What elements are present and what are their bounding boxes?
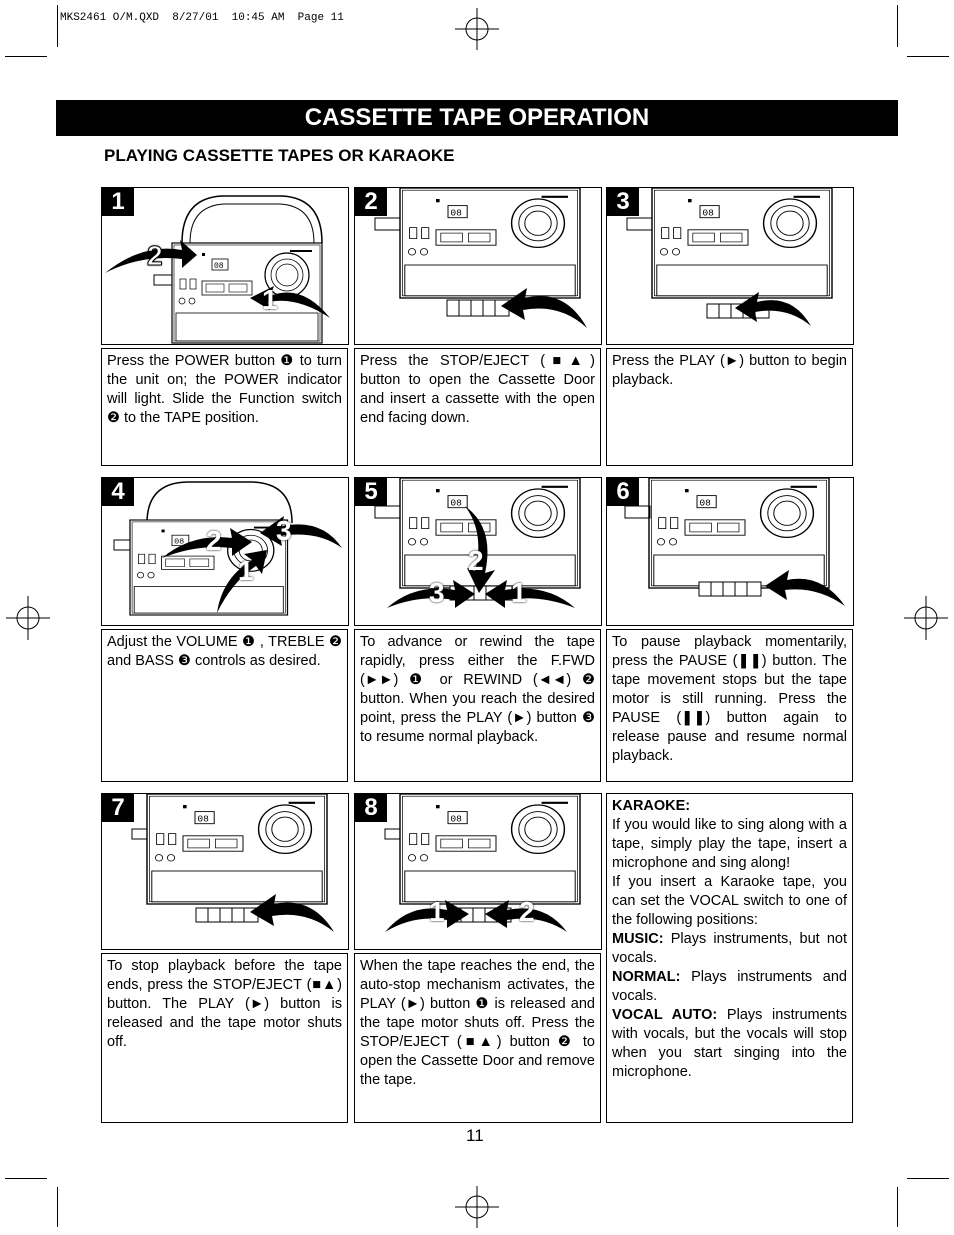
callout-label: 3 <box>429 577 445 608</box>
step-7-number: 7 <box>102 794 134 822</box>
step-1-number: 1 <box>102 188 134 216</box>
page-number: 11 <box>466 1126 484 1145</box>
step-4-text: Adjust the VOLUME ❶ , TREBLE ❷ and BASS ❸ controls as desired. <box>101 629 348 782</box>
karaoke-heading: KARAOKE: <box>612 798 691 814</box>
file-info-header: MKS2461 O/M.QXD 8/27/01 10:45 AM Page 11 <box>60 12 344 24</box>
step-3-text: Press the PLAY (►) button to begin playback. <box>606 348 853 466</box>
registration-mark-top <box>455 8 499 50</box>
karaoke-intro-2: If you insert a Karaoke tape, you can set the VOCAL switch to one of the following positions: <box>612 874 847 928</box>
vocal-auto-label: VOCAL AUTO: <box>612 1007 718 1023</box>
karaoke-music <box>612 930 847 968</box>
registration-mark-right <box>904 596 948 640</box>
callout-label: 2 <box>519 896 535 927</box>
music-text: Plays instruments, but not vocals. <box>612 931 847 966</box>
step-8-text: When the tape reaches the end, the auto-stop mechanism activates, the PLAY (►) button ❶ is released and the tape motor shuts off. Press the STOP/EJECT (■▲) button ❷ to open the Cassette Door and remove the tape. <box>354 953 601 1123</box>
karaoke-box <box>606 793 853 1123</box>
step-3-number: 3 <box>607 188 639 216</box>
callout-label: 3 <box>276 515 292 546</box>
normal-text: Plays instruments and vocals. <box>612 969 847 1004</box>
karaoke-vocal-auto <box>612 1006 847 1082</box>
registration-mark-bottom <box>455 1186 499 1228</box>
step-5-text: To advance or rewind the tape rapidly, press either the F.FWD (►►) ❶ or REWIND (◄◄) ❷ button. When you reach the desired point, press the PLAY (►) button ❸ to resume normal playback. <box>354 629 601 782</box>
step-2-text: Press the STOP/EJECT (■▲) button to open the Cassette Door and insert a cassette with the open end facing down. <box>354 348 601 466</box>
registration-mark-left <box>6 596 50 640</box>
step-7-illustration <box>101 793 349 950</box>
step-7-text: To stop playback before the tape ends, press the STOP/EJECT (■▲) button. The PLAY (►) button is released and the tape motor shuts off. <box>101 953 348 1123</box>
karaoke-normal <box>612 968 847 1006</box>
callout-label: 2 <box>468 545 484 576</box>
callout-label: 2 <box>147 240 163 271</box>
step-3-illustration <box>606 187 854 345</box>
step-2-illustration <box>354 187 602 345</box>
step-8-number: 8 <box>355 794 387 822</box>
step-5-number: 5 <box>355 478 387 506</box>
normal-label: NORMAL: <box>612 969 681 985</box>
step-6-text: To pause playback momentarily, press the PAUSE (❚❚) button. The tape movement stops but the tape motor is still running. Press the PAUSE (❚❚) button again to release pause and resume normal playback. <box>606 629 853 782</box>
callout-label: 1 <box>262 284 278 315</box>
section-subtitle: PLAYING CASSETTE TAPES OR KARAOKE <box>104 146 455 165</box>
step-4-number: 4 <box>102 478 134 506</box>
music-label: MUSIC: <box>612 931 664 947</box>
vocal-auto-text: Plays instruments with vocals, but the vocals will stop when you start singing into the microphone. <box>612 1007 847 1080</box>
step-8-illustration <box>354 793 602 950</box>
step-6-illustration <box>606 477 854 626</box>
step-6-number: 6 <box>607 478 639 506</box>
step-4-illustration <box>101 477 349 626</box>
step-1-illustration <box>101 187 349 345</box>
section-title: CASSETTE TAPE OPERATION <box>56 100 898 136</box>
step-5-illustration <box>354 477 602 626</box>
callout-label: 1 <box>238 555 254 586</box>
step-1-text: Press the POWER button ❶ to turn the unit on; the POWER indicator will light. Slide the Function switch ❷ to the TAPE position. <box>101 348 348 466</box>
callout-label: 2 <box>206 525 222 556</box>
karaoke-intro: If you would like to sing along with a tape, simply play the tape, insert a microphone and sing along! <box>612 817 847 871</box>
callout-label: 1 <box>429 896 445 927</box>
step-2-number: 2 <box>355 188 387 216</box>
callout-label: 1 <box>511 577 527 608</box>
